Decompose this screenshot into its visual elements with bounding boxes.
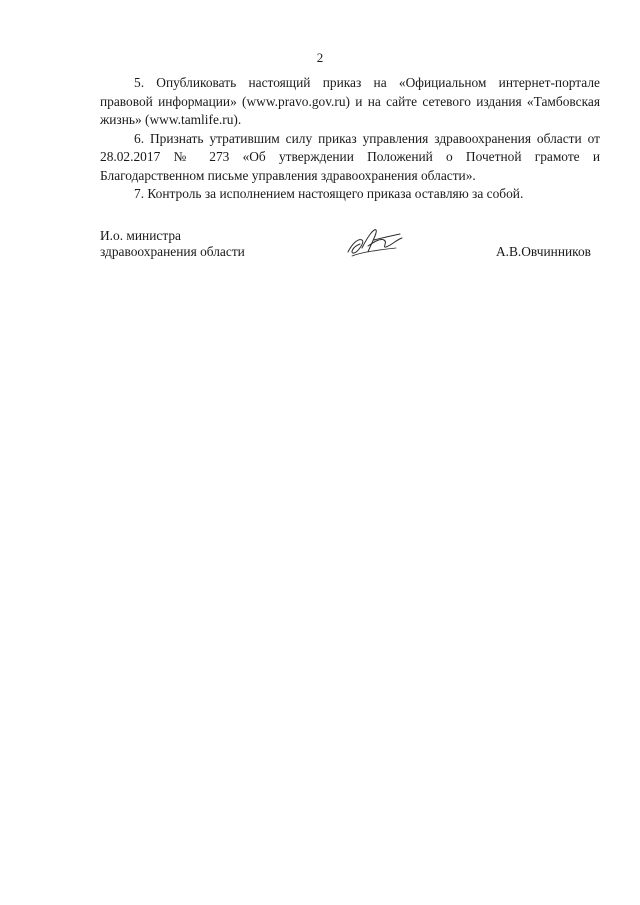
handwritten-signature	[338, 222, 408, 262]
signatory-title	[100, 228, 245, 260]
page-number: 2	[316, 50, 324, 65]
order-body	[100, 74, 600, 204]
signatory-title-line-2: здравоохранения области	[100, 244, 245, 259]
paragraph-control: 7. Контроль за исполнением настоящего приказа оставляю за собой.	[134, 186, 524, 201]
signatory-name: А.В.Овчинников	[495, 244, 591, 259]
paragraph-repeal: 6. Признать утратившим силу приказ управления здравоохранения области от 28.02.2017 № 273 «Об утверждении Положений о Почетной грамоте и Благодарственном письме управления здравоохранения области».	[100, 130, 600, 183]
paragraph-publish: 5. Опубликовать настоящий приказ на «Официальном интернет-портале правовой информации» (www.pravo.gov.ru) и на сайте сетевого издания «Тамбовская жизнь» (www.tamlife.ru).	[100, 75, 600, 127]
signature-block	[100, 228, 600, 268]
signatory-title-line-1: И.о. министра	[100, 228, 181, 243]
